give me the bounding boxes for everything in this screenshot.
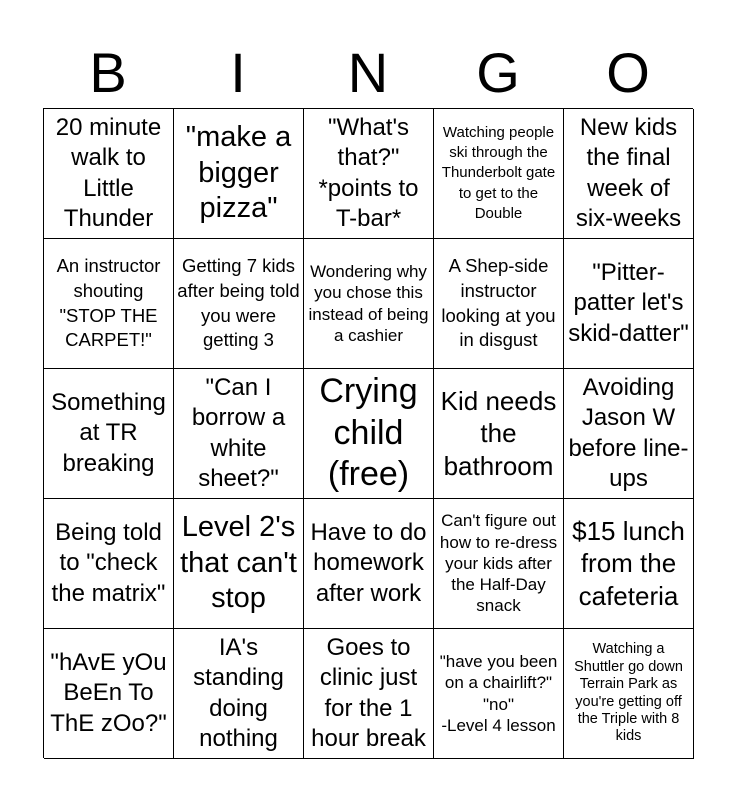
bingo-cell-text: Getting 7 kids after being told you were getting 3 xyxy=(177,255,300,351)
bingo-cell-r4-c2[interactable] xyxy=(174,499,304,629)
bingo-cell-text: "have you been on a chairlift?" "no" -Level 4 lesson xyxy=(439,652,558,735)
header-letter-g: G xyxy=(476,41,520,104)
bingo-cell-r4-c3[interactable] xyxy=(304,499,434,629)
bingo-cell-r1-c2[interactable] xyxy=(174,109,304,239)
bingo-cell-r4-c5[interactable] xyxy=(564,499,694,629)
header-letter-i: I xyxy=(230,41,246,104)
bingo-cell-text: Something at TR breaking xyxy=(51,388,166,477)
bingo-cell-r5-c5[interactable] xyxy=(564,629,694,759)
bingo-cell-text: Can't figure out how to re-dress your kids after the Half-Day snack xyxy=(439,511,558,616)
bingo-cell-text: Watching people ski through the Thunderbolt gate to get to the Double xyxy=(441,123,556,222)
bingo-cell-text: New kids the final week of six-weeks xyxy=(575,113,682,232)
bingo-cell-r3-c3-free[interactable] xyxy=(304,369,434,499)
header-letter-n: N xyxy=(347,41,389,104)
bingo-cell-text: IA's standing doing nothing xyxy=(193,633,284,752)
bingo-cell-text: 20 minute walk to Little Thunder xyxy=(55,113,162,232)
bingo-cell-r2-c2[interactable] xyxy=(174,239,304,369)
bingo-cell-r5-c1[interactable] xyxy=(44,629,174,759)
bingo-cell-text: "make a bigger pizza" xyxy=(185,121,292,225)
bingo-cell-text: A Shep-side instructor looking at you in disgust xyxy=(441,255,556,351)
bingo-cell-r2-c1[interactable] xyxy=(44,239,174,369)
bingo-cell-r5-c4[interactable] xyxy=(434,629,564,759)
bingo-cell-r1-c4[interactable] xyxy=(434,109,564,239)
bingo-cell-text: An instructor shouting "STOP THE CARPET!" xyxy=(56,255,161,351)
bingo-cell-r2-c3[interactable] xyxy=(304,239,434,369)
bingo-cell-text: Avoiding Jason W before line-ups xyxy=(568,373,689,492)
bingo-cell-text: "hAvE yOu BeEn To ThE zOo?" xyxy=(50,648,167,737)
header-letter-o: O xyxy=(606,41,650,104)
bingo-header xyxy=(43,40,693,106)
bingo-cell-text: Kid needs the bathroom xyxy=(440,386,557,481)
bingo-cell-text: Being told to "check the matrix" xyxy=(51,518,166,607)
bingo-board xyxy=(43,108,693,758)
bingo-cell-r3-c5[interactable] xyxy=(564,369,694,499)
bingo-cell-r3-c4[interactable] xyxy=(434,369,564,499)
bingo-cell-text: Crying child (free) xyxy=(319,372,418,494)
bingo-cell-r1-c5[interactable] xyxy=(564,109,694,239)
bingo-cell-r2-c5[interactable] xyxy=(564,239,694,369)
bingo-cell-r4-c4[interactable] xyxy=(434,499,564,629)
bingo-cell-text: Level 2's that can't stop xyxy=(180,511,297,615)
bingo-cell-text: Have to do homework after work xyxy=(310,518,427,607)
bingo-cell-r5-c3[interactable] xyxy=(304,629,434,759)
bingo-cell-r3-c1[interactable] xyxy=(44,369,174,499)
bingo-cell-r3-c2[interactable] xyxy=(174,369,304,499)
header-letter-b: B xyxy=(89,41,127,104)
bingo-cell-text: "What's that?" *points to T-bar* xyxy=(318,113,419,232)
bingo-cell-text: Wondering why you chose this instead of being a cashier xyxy=(308,262,429,345)
bingo-cell-r2-c4[interactable] xyxy=(434,239,564,369)
bingo-cell-r5-c2[interactable] xyxy=(174,629,304,759)
bingo-cell-text: Goes to clinic just for the 1 hour break xyxy=(311,633,426,752)
bingo-cell-r1-c3[interactable] xyxy=(304,109,434,239)
bingo-cell-text: "Pitter-patter let's skid-datter" xyxy=(568,258,689,347)
bingo-cell-text: "Can I borrow a white sheet?" xyxy=(191,373,286,492)
bingo-cell-r4-c1[interactable] xyxy=(44,499,174,629)
bingo-cell-r1-c1[interactable] xyxy=(44,109,174,239)
bingo-cell-text: $15 lunch from the cafeteria xyxy=(572,516,685,611)
bingo-cell-text: Watching a Shuttler go down Terrain Park as you're getting off the Triple with 8 kids xyxy=(574,641,683,745)
